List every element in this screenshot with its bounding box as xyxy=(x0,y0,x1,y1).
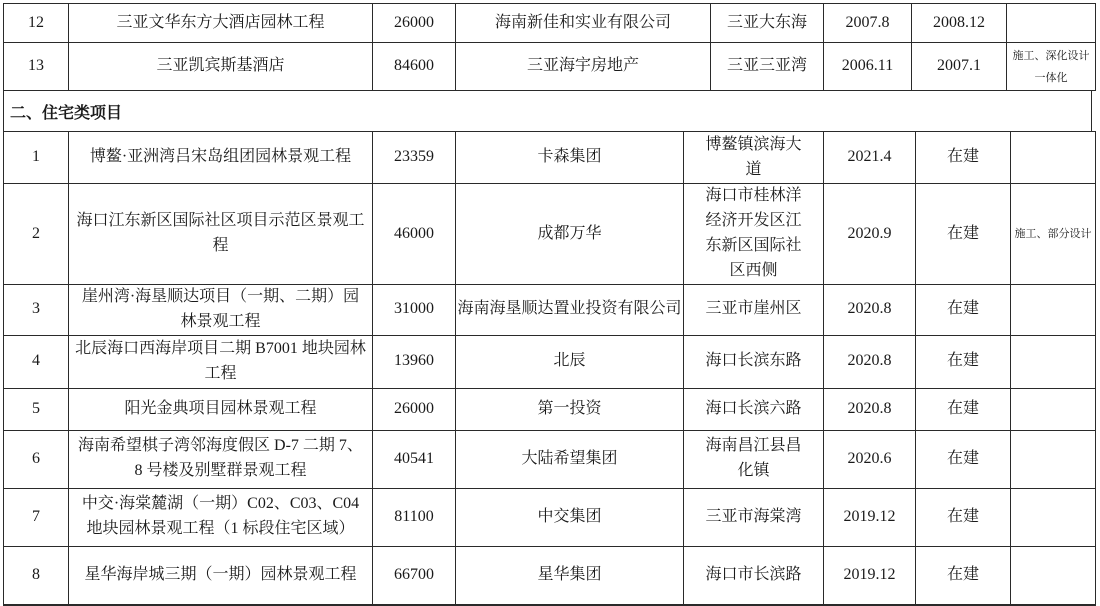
table-row xyxy=(4,546,1096,605)
table-row xyxy=(4,285,1096,336)
cell-area: 81100 xyxy=(373,488,456,546)
cell-start: 2020.8 xyxy=(824,285,916,336)
cell-client: 中交集团 xyxy=(456,488,684,546)
table-row xyxy=(4,4,1096,43)
cell-end: 2008.12 xyxy=(912,4,1007,43)
cell-note: 施工、部分设计 xyxy=(1011,184,1096,285)
cell-note xyxy=(1007,4,1096,43)
cell-no: 12 xyxy=(4,4,69,43)
residential-projects-table xyxy=(3,131,1096,606)
cell-start: 2020.8 xyxy=(824,388,916,430)
cell-no: 7 xyxy=(4,488,69,546)
cell-start: 2021.4 xyxy=(824,132,916,184)
cell-status: 在建 xyxy=(916,430,1011,488)
cell-status: 在建 xyxy=(916,546,1011,605)
cell-note xyxy=(1011,388,1096,430)
cell-note xyxy=(1011,285,1096,336)
cell-name: 星华海岸城三期（一期）园林景观工程 xyxy=(69,546,373,605)
cell-name: 阳光金典项目园林景观工程 xyxy=(69,388,373,430)
cell-status: 在建 xyxy=(916,488,1011,546)
cell-client: 星华集团 xyxy=(456,546,684,605)
cell-status: 在建 xyxy=(916,388,1011,430)
cell-name: 海口江东新区国际社区项目示范区景观工程 xyxy=(69,184,373,285)
cell-client: 北辰 xyxy=(456,335,684,388)
cell-note xyxy=(1011,430,1096,488)
cell-area: 31000 xyxy=(373,285,456,336)
cell-start: 2019.12 xyxy=(824,546,916,605)
cell-location: 海南昌江县昌化镇 xyxy=(684,430,824,488)
table-row xyxy=(4,430,1096,488)
cell-note xyxy=(1011,132,1096,184)
cell-end: 2007.1 xyxy=(912,43,1007,91)
cell-status: 在建 xyxy=(916,132,1011,184)
cell-no: 3 xyxy=(4,285,69,336)
cell-start: 2006.11 xyxy=(824,43,912,91)
table-row xyxy=(4,132,1096,184)
cell-area: 46000 xyxy=(373,184,456,285)
cell-name: 崖州湾·海垦顺达项目（一期、二期）园林景观工程 xyxy=(69,285,373,336)
cell-location: 海口长滨六路 xyxy=(684,388,824,430)
cell-note xyxy=(1011,546,1096,605)
cell-start: 2020.8 xyxy=(824,335,916,388)
cell-area: 26000 xyxy=(373,4,456,43)
cell-location: 三亚市海棠湾 xyxy=(684,488,824,546)
cell-no: 5 xyxy=(4,388,69,430)
cell-client: 大陆希望集团 xyxy=(456,430,684,488)
cell-note: 施工、深化设计一体化 xyxy=(1007,43,1096,91)
cell-note xyxy=(1011,335,1096,388)
cell-start: 2020.9 xyxy=(824,184,916,285)
cell-location: 博鳌镇滨海大道 xyxy=(684,132,824,184)
cell-area: 26000 xyxy=(373,388,456,430)
cell-client: 第一投资 xyxy=(456,388,684,430)
cell-status: 在建 xyxy=(916,184,1011,285)
cell-note xyxy=(1011,488,1096,546)
cell-client: 成都万华 xyxy=(456,184,684,285)
cell-no: 13 xyxy=(4,43,69,91)
cell-no: 2 xyxy=(4,184,69,285)
cell-location: 三亚三亚湾 xyxy=(711,43,824,91)
section-heading-residential: 二、住宅类项目 xyxy=(3,91,1092,131)
cell-no: 4 xyxy=(4,335,69,388)
cell-location: 三亚市崖州区 xyxy=(684,285,824,336)
cell-status: 在建 xyxy=(916,285,1011,336)
cell-area: 23359 xyxy=(373,132,456,184)
cell-name: 海南希望棋子湾邻海度假区 D-7 二期 7、8 号楼及别墅群景观工程 xyxy=(69,430,373,488)
cell-name: 三亚文华东方大酒店园林工程 xyxy=(69,4,373,43)
table-row xyxy=(4,335,1096,388)
cell-area: 40541 xyxy=(373,430,456,488)
cell-no: 6 xyxy=(4,430,69,488)
cell-location: 海口市桂林洋经济开发区江东新区国际社区西侧 xyxy=(684,184,824,285)
cell-name: 三亚凯宾斯基酒店 xyxy=(69,43,373,91)
cell-status: 在建 xyxy=(916,335,1011,388)
cell-area: 13960 xyxy=(373,335,456,388)
cell-client: 卡森集团 xyxy=(456,132,684,184)
cell-location: 三亚大东海 xyxy=(711,4,824,43)
cell-name: 中交·海棠麓湖（一期）C02、C03、C04 地块园林景观工程（1 标段住宅区域） xyxy=(69,488,373,546)
cell-location: 海口市长滨路 xyxy=(684,546,824,605)
cell-location: 海口长滨东路 xyxy=(684,335,824,388)
cell-name: 北辰海口西海岸项目二期 B7001 地块园林工程 xyxy=(69,335,373,388)
table-row xyxy=(4,184,1096,285)
cell-client: 三亚海宇房地产 xyxy=(456,43,711,91)
table-row xyxy=(4,43,1096,91)
cell-start: 2007.8 xyxy=(824,4,912,43)
table-row xyxy=(4,388,1096,430)
cell-no: 1 xyxy=(4,132,69,184)
hotel-projects-table xyxy=(3,3,1096,91)
cell-client: 海南新佳和实业有限公司 xyxy=(456,4,711,43)
cell-no: 8 xyxy=(4,546,69,605)
cell-area: 66700 xyxy=(373,546,456,605)
cell-start: 2020.6 xyxy=(824,430,916,488)
table-row xyxy=(4,488,1096,546)
cell-area: 84600 xyxy=(373,43,456,91)
cell-name: 博鳌·亚洲湾吕宋岛组团园林景观工程 xyxy=(69,132,373,184)
cell-client: 海南海垦顺达置业投资有限公司 xyxy=(456,285,684,336)
cell-start: 2019.12 xyxy=(824,488,916,546)
